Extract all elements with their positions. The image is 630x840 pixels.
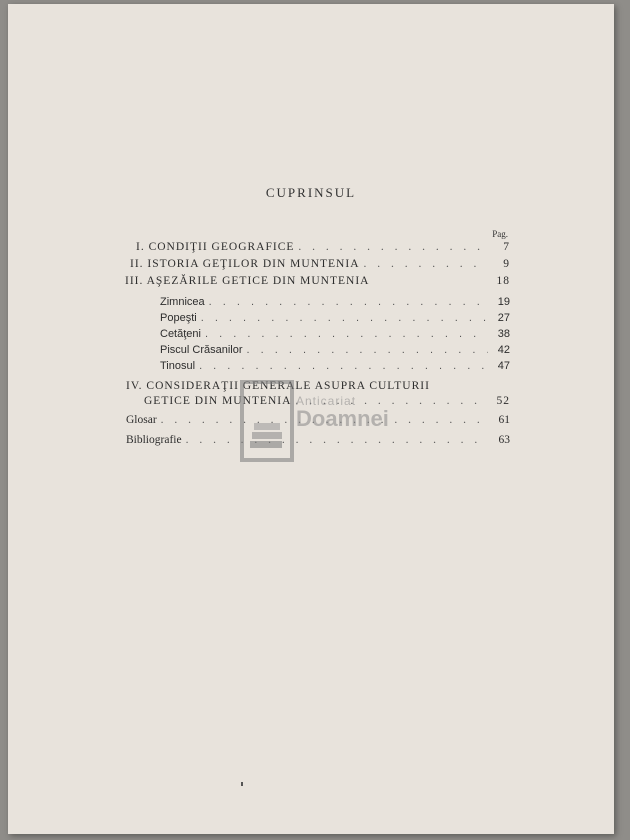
toc-entry-chapter-4-line1: IV. CONSIDERAŢII GENERALE ASUPRA CULTURII	[126, 380, 430, 392]
toc-entry-glosar: Glosar . . . 61	[126, 414, 510, 426]
toc-entry-chapter-4-line2: GETICE DIN MUNTENIA . . . 52	[144, 395, 510, 407]
toc-entry-bibliografie: Bibliografie . . . 63	[126, 434, 510, 446]
page-column-label: Pag.	[492, 229, 508, 239]
toc-entry-chapter-3: III. AŞEZĂRILE GETICE DIN MUNTENIA 18	[125, 275, 510, 287]
watermark-line1: Anticariat	[296, 394, 357, 408]
toc-entry-tinosul: Tinosul . . . 47	[160, 360, 510, 372]
page-mark	[241, 782, 243, 786]
toc-entry-popesti: Popeşti . . . 27	[160, 312, 510, 324]
toc-entry-chapter-1: I. CONDIŢII GEOGRAFICE . . . 7	[136, 241, 510, 253]
watermark-line2: Doamnei	[296, 406, 389, 431]
toc-entry-chapter-2: II. ISTORIA GEŢILOR DIN MUNTENIA . . . 9	[130, 258, 510, 270]
toc-entry-cetateni: Cetăţeni . . . 38	[160, 328, 510, 340]
toc-entry-zimnicea: Zimnicea . . . 19	[160, 296, 510, 308]
toc-entry-piscul-crasanilor: Piscul Crăsanilor . . . 42	[160, 344, 510, 356]
book-page	[8, 4, 614, 834]
toc-title: CUPRINSUL	[265, 185, 357, 200]
